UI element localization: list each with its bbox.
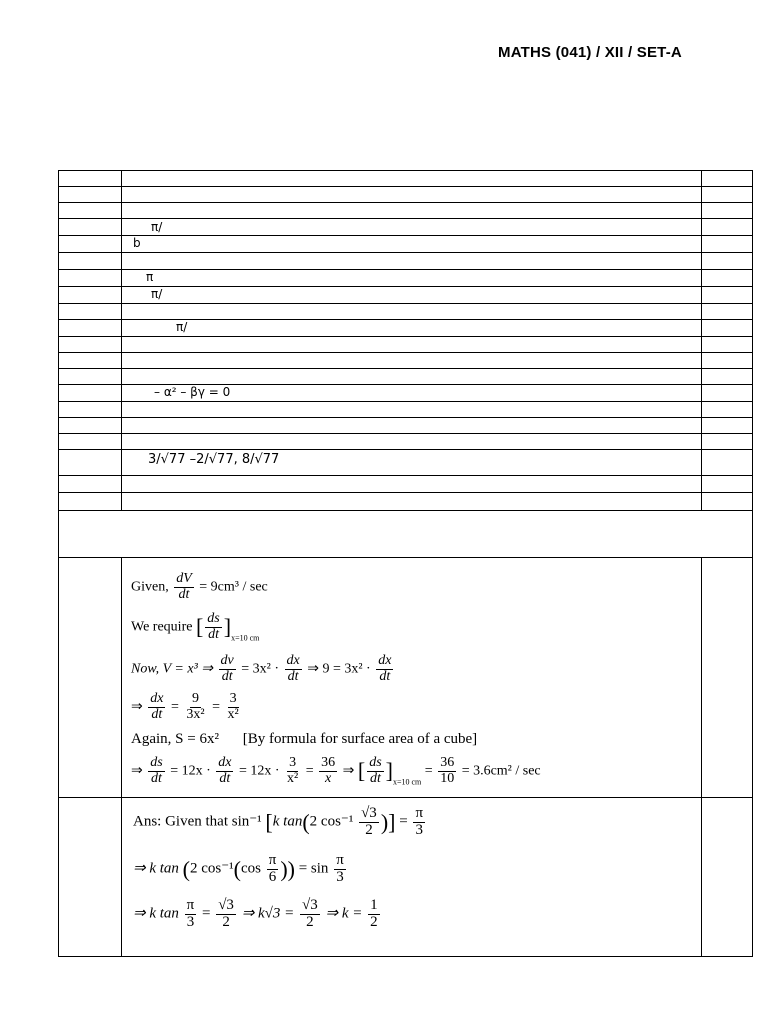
volume-rate: = 9cm³ / sec	[199, 579, 268, 595]
final-rate: = 3.6cm² / sec	[461, 763, 541, 779]
ans-label: Ans: Given that sin⁻¹	[133, 813, 262, 830]
answer-table	[58, 170, 753, 957]
row-14-text: – α² – βγ = 0	[154, 385, 231, 399]
page-header-title: MATHS (041) / XII / SET-A	[498, 44, 682, 61]
require-label: We require	[131, 619, 193, 635]
row-18-text: 3/√77 –2/√77, 8/√77	[148, 452, 280, 467]
surface-area-label: Again, S = 6x²	[131, 731, 219, 747]
row-7-text: π	[146, 270, 154, 284]
given-label: Given,	[131, 579, 169, 595]
formula-note: [By formula for surface area of a cube]	[242, 731, 478, 747]
row-5-text: b	[133, 236, 141, 250]
row-10-text: π/	[176, 320, 188, 334]
row-8-text: π/	[151, 287, 163, 301]
row-4-text: π/	[151, 220, 163, 234]
now-volume: Now, V = x³ ⇒	[131, 661, 214, 677]
